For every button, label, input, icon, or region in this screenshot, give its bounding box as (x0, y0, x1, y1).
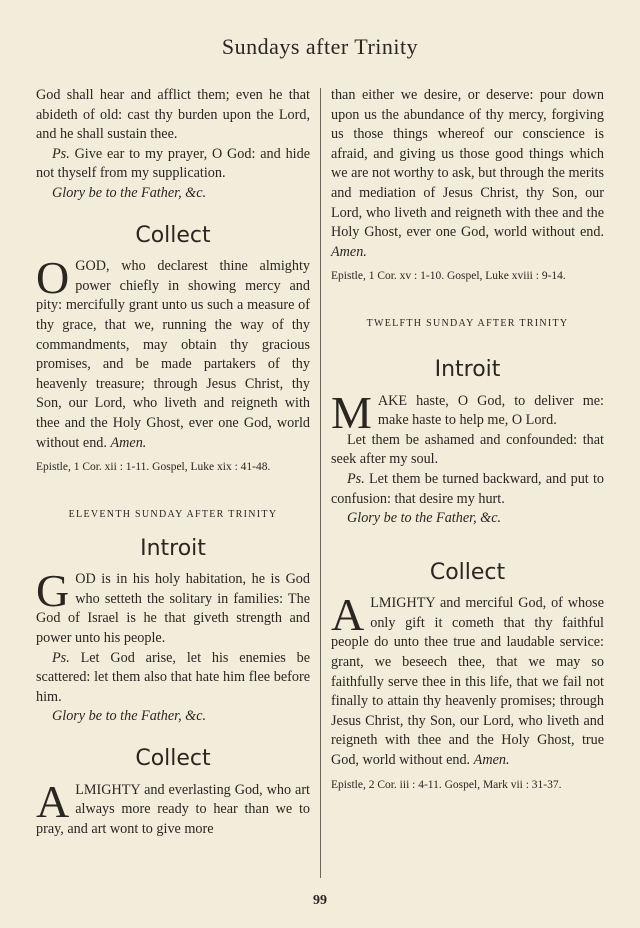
collect-heading: Collect (135, 222, 211, 248)
drop-cap: A (331, 589, 365, 641)
epistle-gospel-reference: Epistle, 1 Cor. xii : 1-11. Gospel, Luke xix : 41-48. (36, 461, 271, 474)
collect-text: ALMIGHTY and merciful God, of whose only gift it cometh that thy faithful people do unto thee true and laudable service: grant, we beseech thee, that we may so faithfully serve thee in this life, that we fail not finally to attain thy heavenly promises; through Jesus Christ, thy Son, our Lord, who liveth and reigneth with thee and the Holy Ghost, true God, world without end. Amen. (331, 589, 604, 769)
sunday-heading: ELEVENTH SUNDAY AFTER TRINITY (68, 509, 278, 521)
page-number: 99 (313, 893, 327, 908)
collect-heading: Collect (429, 559, 506, 585)
introit-heading: Introit (140, 535, 206, 561)
psalm-verse: Ps. Let God arise, let his enemies be scattered: let them also that hate him flee before him. (36, 649, 311, 705)
psalm-verse: Ps. Let them be turned backward, and put to confusion: that desire my hurt. (331, 470, 605, 507)
column-divider (320, 88, 321, 878)
introit-text: MAKE haste, O God, to deliver me: make haste to help me, O Lord. (331, 386, 604, 438)
collect-heading: Collect (135, 746, 211, 772)
introit-heading: Introit (434, 356, 501, 382)
page-header-title: Sundays after Trinity (221, 34, 419, 59)
collect-continuation: than either we desire, or deserve: pour down upon us the abundance of thy mercy, forgiving us those things whereof our conscience is afraid, and giving us those good things which we are not worthy to ask, but through the merits and mediation of Jesus Christ, thy Son, our Lord, who liveth and reigneth with thee and the Holy Ghost, ever one God, world without end. Amen. (331, 87, 604, 260)
right-column (331, 86, 604, 793)
epistle-gospel-reference: Epistle, 1 Cor. xv : 1-10. Gospel, Luke xviii : 9-14. (331, 270, 566, 283)
drop-cap: A (36, 775, 70, 827)
psalm-verse: Ps. Give ear to my prayer, O God: and hide not thyself from my supplication. (36, 145, 310, 182)
epistle-gospel-reference: Epistle, 2 Cor. iii : 4-11. Gospel, Mark vii : 31-37. (331, 778, 562, 791)
sunday-heading: TWELFTH SUNDAY AFTER TRINITY (366, 318, 569, 330)
introit-continuation: God shall hear and afflict them; even he that abideth of old: cast thy burden upon the Lord, and he shall sustain thee. (36, 87, 310, 143)
left-column (36, 86, 310, 839)
introit-verse: Let them be ashamed and confounded: that seek after my soul. (331, 431, 604, 468)
collect-text: ALMIGHTY and everlasting God, who art always more ready to hear than we to pray, and art wont to give more (36, 775, 310, 837)
drop-cap: O (36, 252, 70, 304)
introit-text: GOD is in his holy habitation, he is God who setteth the solitary in families: The God of Israel is he that giveth strength and power unto his people. (36, 565, 310, 647)
drop-cap: G (36, 565, 70, 617)
gloria-line: Glory be to the Father, &c. (347, 510, 502, 527)
collect-text: OGOD, who declarest thine almighty power chiefly in showing mercy and pity: mercifully grant unto us such a measure of thy grace, that we, running the way of thy commandments, may obtain thy gracious promises, and be made partakers of thy heavenly treasure; through Jesus Christ, thy Son, our Lord, who liveth and reigneth with thee and the Holy Ghost, ever one God, world without end. Amen. (36, 252, 310, 451)
drop-cap: M (331, 386, 372, 438)
gloria-line: Glory be to the Father, &c. (52, 184, 207, 201)
gloria-line: Glory be to the Father, &c. (52, 708, 207, 725)
